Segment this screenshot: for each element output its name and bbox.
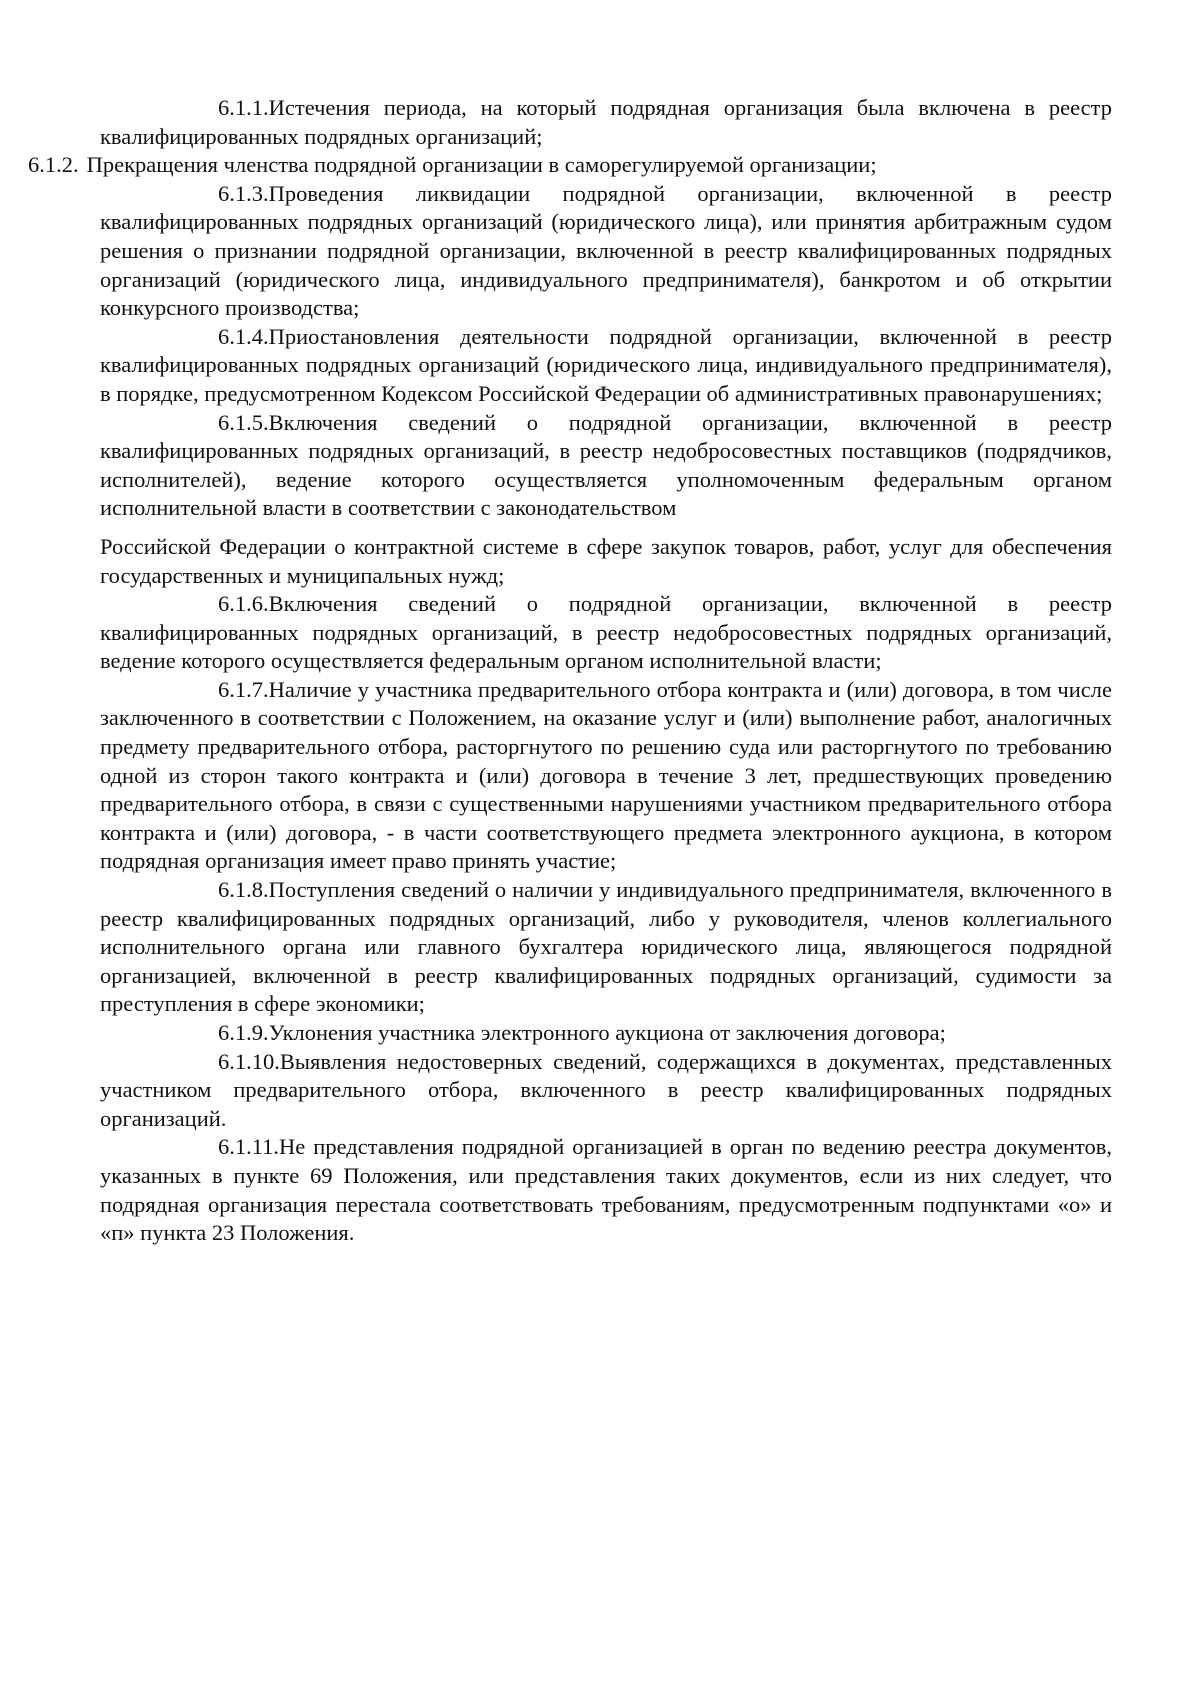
clause-number: 6.1.5. [218, 409, 269, 435]
clause-number: 6.1.9. [218, 1020, 269, 1045]
clause-text: Включения сведений о подрядной организации, включенной в реестр квалифицированных подрядных организаций, в реестр недобросовестных поставщиков (подрядчиков, исполнителей), ведение которого осуществляется уполномоченным федеральным органом исполнительной власти в соответствии с законодательством [100, 409, 1112, 521]
clause-continuation-text: Российской Федерации о контрактной системе в сфере закупок товаров, работ, услуг для обеспечения государственных и муниципальных нужд; [100, 533, 1112, 588]
clause-6-1-6 [100, 590, 1112, 676]
clause-number: 6.1.6. [218, 591, 269, 617]
clause-text: Уклонения участника электронного аукциона от заключения договора; [268, 1020, 946, 1045]
clause-text: Наличие у участника предварительного отбора контракта и (или) договора, в том числе заключенного в соответствии с Положением, на оказание услуг и (или) выполнение работ, аналогичных предмету предварительного отбора, расторгнутого по решению суда или расторгнутого по требованию одной из сторон такого контракта и (или) договора в течение 3 лет, предшествующих проведению предварительного отбора, в связи с существенными нарушениями участником предварительного отбора контракта и (или) договора, - в части соответствующего предмета электронного аукциона, в котором подрядная организация имеет право принять участие; [100, 676, 1112, 874]
clause-number: 6.1.10. [218, 1048, 280, 1074]
clause-6-1-1 [100, 94, 1112, 151]
clause-6-1-10 [100, 1048, 1112, 1134]
clause-text: Выявления недостоверных сведений, содержащихся в документах, представленных участником предварительного отбора, включенного в реестр квалифицированных подрядных организаций. [100, 1048, 1112, 1131]
clause-number: 6.1.7. [218, 676, 269, 702]
clause-text: Приостановления деятельности подрядной организации, включенной в реестр квалифицированных подрядных организаций (юридического лица, индивидуального предпринимателя), в порядке, предусмотренном Кодексом Российской Федерации об административных правонарушениях; [100, 323, 1112, 406]
clause-text: Поступления сведений о наличии у индивидуального предпринимателя, включенного в реестр квалифицированных подрядных организаций, либо у руководителя, членов коллегиального исполнительного органа или главного бухгалтера юридического лица, являющегося подрядной организацией, включенной в реестр квалифицированных подрядных организаций, судимости за преступления в сфере экономики; [100, 877, 1112, 1017]
clause-text: Не представления подрядной организацией в орган по ведению реестра документов, указанных в пункте 69 Положения, или представления таких документов, если из них следует, что подрядная организация перестала соответствовать требованиям, предусмотренным подпунктами «о» и «п» пункта 23 Положения. [100, 1134, 1112, 1246]
clause-6-1-8 [100, 876, 1112, 1019]
clause-number: 6.1.4. [218, 323, 269, 349]
clause-text: Истечения периода, на который подрядная организация была включена в реестр квалифицированных подрядных организаций; [100, 95, 1112, 149]
document-body [28, 94, 1112, 1248]
clause-number: 6.1.1. [218, 95, 269, 120]
clause-6-1-11 [100, 1133, 1112, 1247]
clause-text: Проведения ликвидации подрядной организации, включенной в реестр квалифицированных подрядных организаций (юридического лица), или принятия арбитражным судом решения о признании подрядной организации, включенной в реестр квалифицированных подрядных организаций (юридического лица, индивидуального предпринимателя), банкротом и об открытии конкурсного производства; [100, 180, 1112, 321]
clause-6-1-2 [28, 151, 1112, 180]
clause-6-1-9 [100, 1019, 1112, 1048]
clause-text: Включения сведений о подрядной организации, включенной в реестр квалифицированных подрядных организаций, в реестр недобросовестных подрядных организаций, ведение которого осуществляется федеральным органом исполнительной власти; [100, 591, 1112, 674]
clause-6-1-5 [100, 409, 1112, 523]
clause-text: Прекращения членства подрядной организации в саморегулируемой организации; [86, 152, 877, 178]
clause-number: 6.1.2. [28, 152, 79, 178]
clause-number: 6.1.3. [218, 180, 269, 206]
clause-6-1-4 [100, 323, 1112, 409]
paragraph-gap [100, 523, 1112, 533]
clause-6-1-5-continuation [100, 533, 1112, 590]
clause-number: 6.1.11. [218, 1134, 280, 1160]
clause-6-1-3 [100, 180, 1112, 323]
clause-6-1-7 [100, 676, 1112, 876]
clause-number: 6.1.8. [218, 877, 269, 903]
